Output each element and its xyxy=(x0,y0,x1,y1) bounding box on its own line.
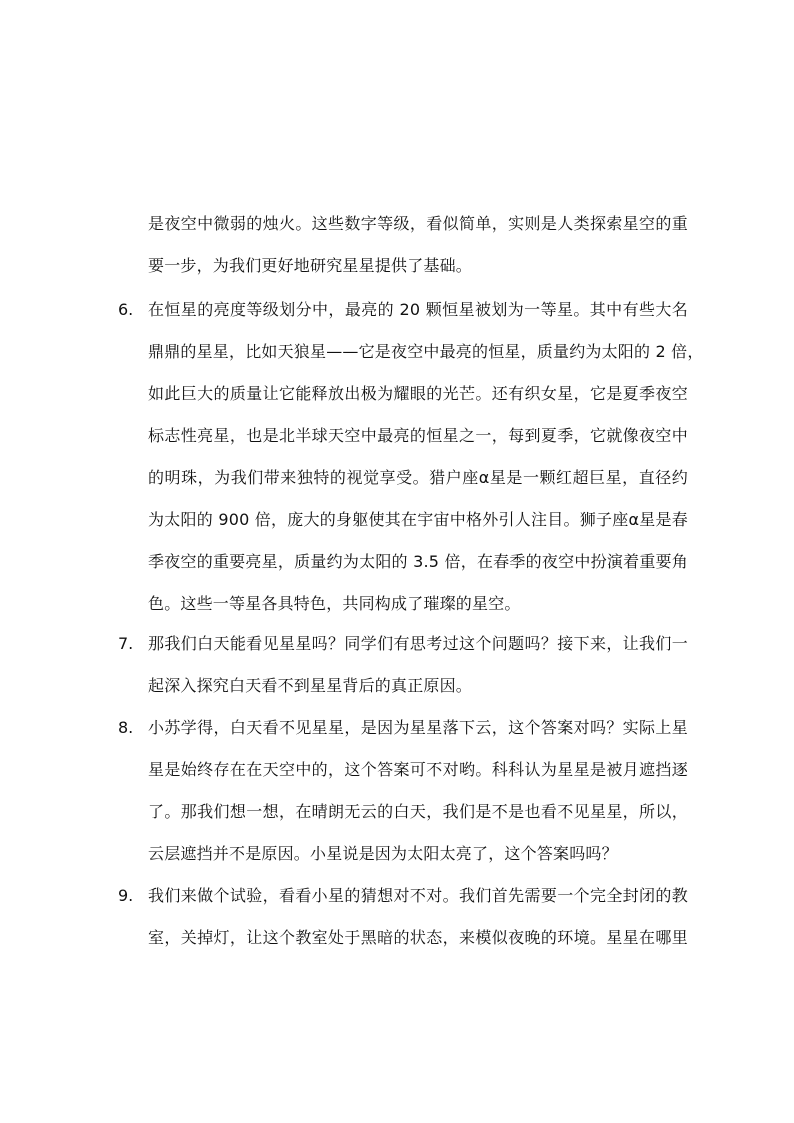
paragraph-line: 云层遮挡并不是原因。小星说是因为太阳太亮了，这个答案吗吗？ xyxy=(148,844,618,863)
paragraph-line: 鼎鼎的星星，比如天狼星——它是夜空中最亮的恒星，质量约为太阳的 2 倍， xyxy=(148,342,704,361)
paragraph-line: 季夜空的重要亮星，质量约为太阳的 3.5 倍，在春季的夜空中扮演着重要角 xyxy=(148,552,688,571)
paragraph-line: 室，关掉灯，让这个教室处于黑暗的状态，来模似夜晚的环境。星星在哪里 xyxy=(148,928,688,947)
paragraph-line: 如此巨大的质量让它能释放出极为耀眼的光芒。还有织女星，它是夏季夜空 xyxy=(148,384,688,403)
list-item-number: 6. xyxy=(118,300,134,319)
paragraph-line: 是夜空中微弱的烛火。这些数字等级，看似简单，实则是人类探索星空的重 xyxy=(148,214,688,233)
list-item-number: 7. xyxy=(118,634,134,653)
paragraph-line: 标志性亮星，也是北半球天空中最亮的恒星之一，每到夏季，它就像夜空中 xyxy=(148,426,688,445)
paragraph-line: 星是始终存在在天空中的，这个答案可不对哟。科科认为星星是被月遮挡逐 xyxy=(148,760,688,779)
list-item-number: 8. xyxy=(118,718,134,737)
paragraph-line: 在恒星的亮度等级划分中，最亮的 20 颗恒星被划为一等星。其中有些大名 xyxy=(148,300,688,319)
paragraph-line: 为太阳的 900 倍，庞大的身躯使其在宇宙中格外引人注目。狮子座α星是春 xyxy=(148,510,688,529)
paragraph-line: 的明珠，为我们带来独特的视觉享受。猎户座α星是一颗红超巨星，直径约 xyxy=(148,468,688,487)
paragraph-line: 了。那我们想一想，在晴朗无云的白天，我们是不是也看不见星星，所以， xyxy=(148,802,688,821)
paragraph-line: 色。这些一等星各具特色，共同构成了璀璨的星空。 xyxy=(148,594,521,613)
paragraph-line: 小苏学得，白天看不见星星，是因为星星落下云，这个答案对吗？实际上星 xyxy=(148,718,688,737)
paragraph-line: 要一步，为我们更好地研究星星提供了基础。 xyxy=(148,256,473,275)
paragraph-line: 我们来做个试验，看看小星的猜想对不对。我们首先需要一个完全封闭的教 xyxy=(148,886,688,905)
list-item-number: 9. xyxy=(118,886,134,905)
paragraph-line: 起深入探究白天看不到星星背后的真正原因。 xyxy=(148,676,473,695)
paragraph-line: 那我们白天能看见星星吗？同学们有思考过这个问题吗？接下来，让我们一 xyxy=(148,634,688,653)
